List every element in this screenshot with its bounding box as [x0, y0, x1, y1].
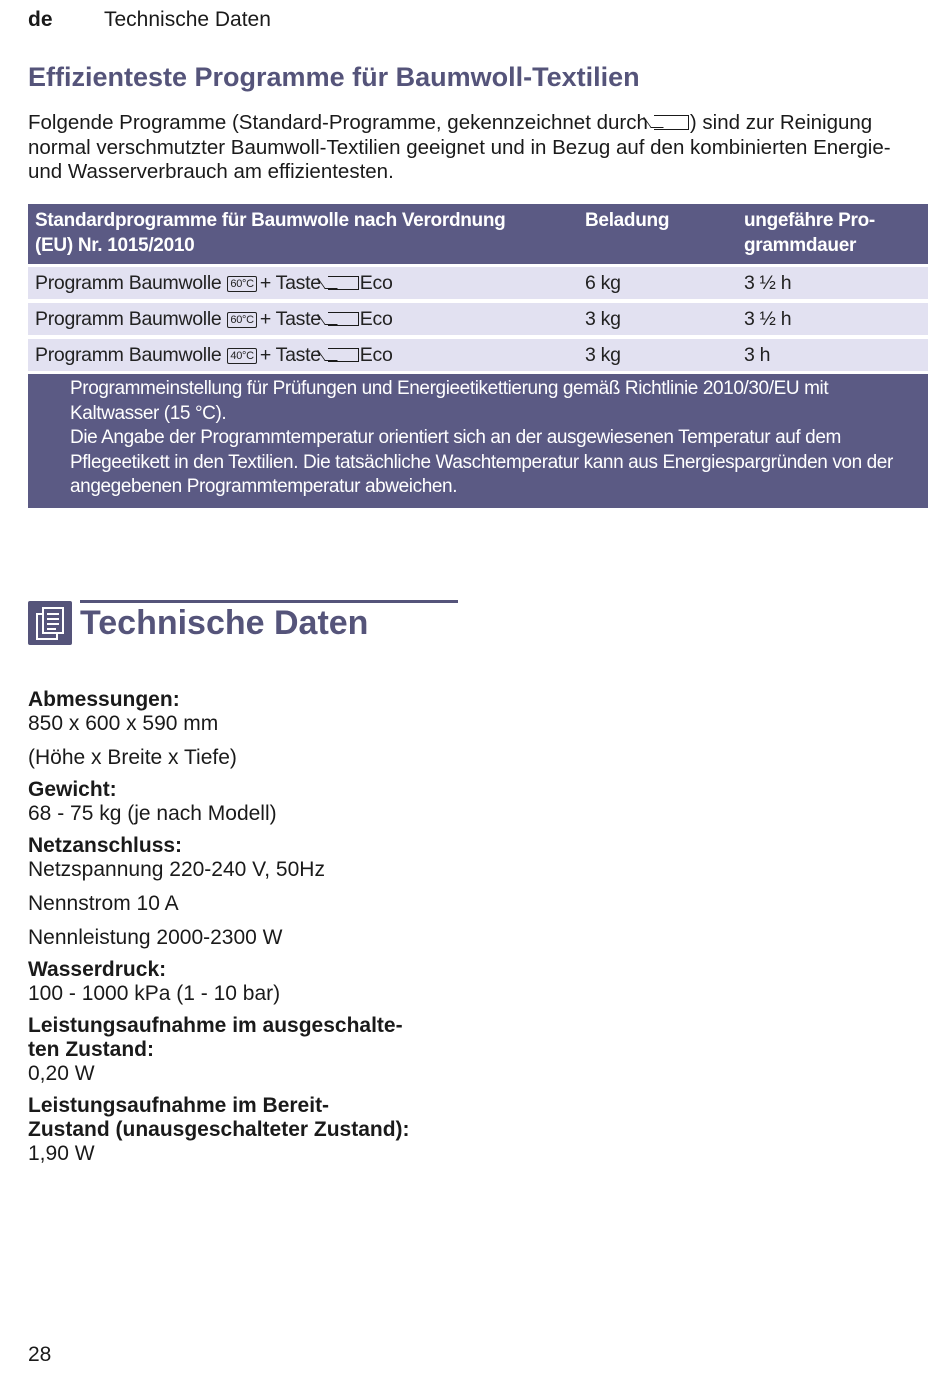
program-cell: Programm Baumwolle 60°C + Taste Eco: [35, 308, 393, 330]
duration-cell: 3 ½ h: [744, 272, 792, 294]
table-note-test-settings: Programmeinstellung für Prüfungen und Energieetikettierung gemäß Richtlinie 2010/30/EU mit Kaltwasser (15 °C).: [70, 378, 829, 424]
table-notes: [28, 374, 928, 508]
table-note-temperature: Die Angabe der Programmtemperatur orientiert sich an der ausgewiesenen Temperatur auf dem Pflegeetikett in den Textilien. Die tatsächliche Waschtemperatur kann aus Energiespargründen von der angegebenen Programmtemperatur abweichen.: [70, 427, 893, 497]
eco-key-icon: [328, 348, 359, 362]
header-duration: ungefähre Pro- grammdauer: [744, 210, 875, 256]
standard-programs-table: [28, 204, 928, 508]
section-rule: [80, 600, 458, 603]
spec-value: 0,20 W: [28, 1062, 95, 1085]
spec-label: Netzanschluss:: [28, 834, 183, 857]
language-tag: de: [28, 8, 53, 31]
duration-cell: 3 ½ h: [744, 308, 792, 330]
intro-text-start: Folgende Programme (Standard-Programme, gekennzeichnet durch: [28, 111, 648, 134]
spec-value: 1,90 W: [28, 1142, 95, 1165]
eco-key-icon: [328, 276, 359, 290]
standard-program-key-icon: [654, 115, 689, 130]
table-row: [28, 339, 928, 371]
spec-value: 100 - 1000 kPa (1 - 10 bar): [28, 982, 281, 1005]
spec-value: Nennstrom 10 A: [28, 892, 179, 915]
spec-value: Nennleistung 2000-2300 W: [28, 926, 283, 949]
header-load: Beladung: [585, 210, 670, 231]
program-cell: Programm Baumwolle 60°C + Taste Eco: [35, 272, 393, 294]
header-program: Standardprogramme für Baumwolle nach Verordnung (EU) Nr. 1015/2010: [35, 210, 506, 256]
table-row: [28, 303, 928, 335]
efficiency-heading: Effizienteste Programme für Baumwoll-Textilien: [28, 62, 640, 92]
intro-text-end: ) sind zur Reinigung normal verschmutzter Baumwoll-Textilien geeignet und in Bezug auf den kombinierten Energie- und Wasserverbrauch am effizientesten.: [28, 111, 891, 183]
temperature-icon: 60°C: [227, 276, 256, 292]
page-number: 28: [28, 1343, 52, 1366]
spec-label: Abmessungen:: [28, 688, 180, 711]
table-row: [28, 267, 928, 299]
load-cell: 3 kg: [585, 308, 621, 330]
eco-key-icon: [328, 312, 359, 326]
load-cell: 3 kg: [585, 344, 621, 366]
duration-cell: 3 h: [744, 344, 771, 366]
spec-label: Gewicht:: [28, 778, 117, 801]
spec-value: Netzspannung 220-240 V, 50Hz: [28, 858, 325, 881]
header-title: Technische Daten: [103, 8, 271, 31]
temperature-icon: 40°C: [227, 348, 256, 364]
spec-label: Leistungsaufnahme im ausgeschalte- ten Zustand:: [28, 1014, 403, 1061]
tech-heading: Technische Daten: [80, 604, 369, 642]
spec-value: (Höhe x Breite x Tiefe): [28, 746, 237, 769]
temperature-icon: 60°C: [227, 312, 256, 328]
tech-specs: [28, 680, 468, 1166]
spec-value: 850 x 600 x 590 mm: [28, 712, 219, 735]
page-header: [28, 8, 271, 32]
table-header: [28, 204, 928, 264]
load-cell: 6 kg: [585, 272, 621, 294]
spec-label: Wasserdruck:: [28, 958, 167, 981]
efficiency-intro: [28, 111, 928, 185]
spec-label: Leistungsaufnahme im Bereit- Zustand (unausgeschalteter Zustand):: [28, 1094, 410, 1141]
document-icon: [28, 601, 72, 645]
program-cell: Programm Baumwolle 40°C + Taste Eco: [35, 344, 393, 366]
spec-value: 68 - 75 kg (je nach Modell): [28, 802, 277, 825]
